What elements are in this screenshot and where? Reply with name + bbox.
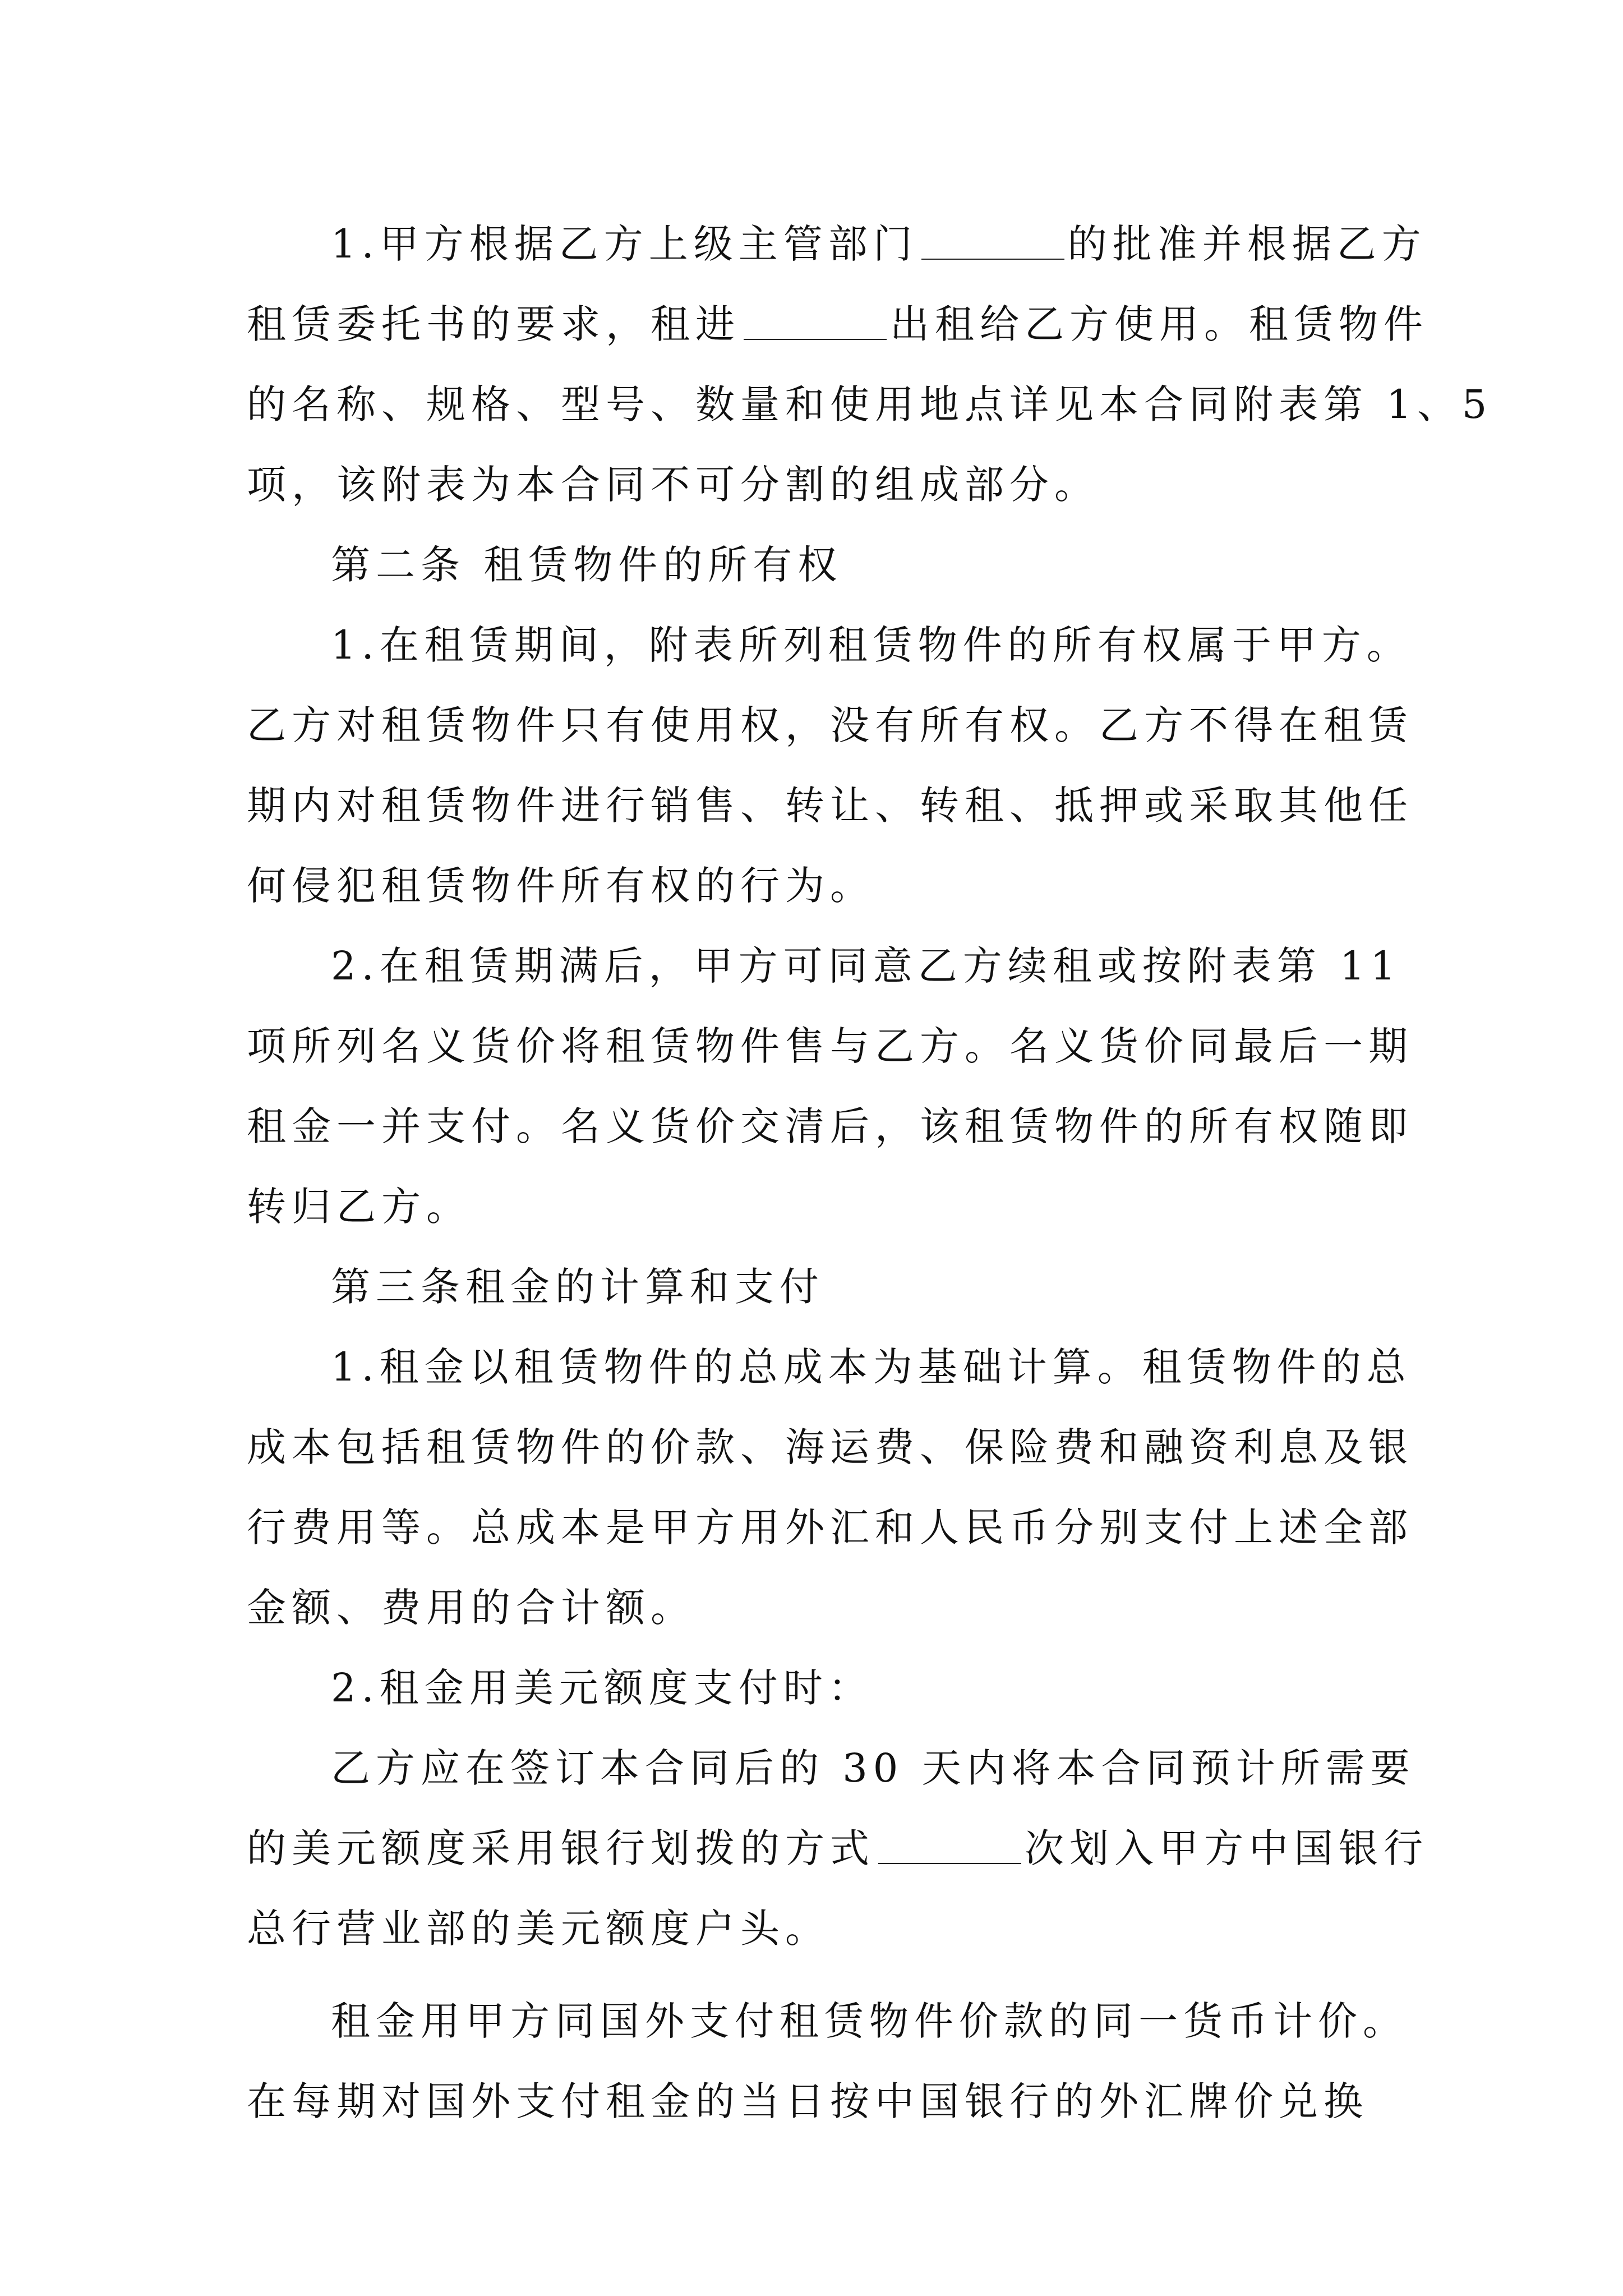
paragraph-line: 的名称、规格、型号、数量和使用地点详见本合同附表第 1、5 bbox=[247, 381, 1493, 427]
paragraph-line: 2.租金用美元额度支付时： bbox=[331, 1665, 873, 1711]
paragraph-line: 期内对租赁物件进行销售、转让、转租、抵押或采取其他任 bbox=[247, 783, 1413, 829]
paragraph-line: 在每期对国外支付租金的当日按中国银行的外汇牌价兑换 bbox=[247, 2078, 1368, 2124]
paragraph-line: 转归乙方。 bbox=[247, 1184, 471, 1230]
paragraph-line: 2.在租赁期满后，甲方可同意乙方续租或按附表第 11 bbox=[331, 943, 1401, 989]
paragraph-line: 1.租金以租赁物件的总成本为基础计算。租赁物件的总 bbox=[331, 1344, 1412, 1390]
paragraph-line: 租金一并支付。名义货价交清后，该租赁物件的所有权随即 bbox=[247, 1103, 1413, 1149]
paragraph-line: 项，该附表为本合同不可分割的组成部分。 bbox=[247, 462, 1099, 508]
text-run: 租赁委托书的要求，租进 bbox=[247, 301, 740, 347]
paragraph-line: 何侵犯租赁物件所有权的行为。 bbox=[247, 863, 875, 909]
paragraph-line: 金额、费用的合计额。 bbox=[247, 1585, 695, 1631]
paragraph-line bbox=[247, 204, 1444, 284]
fill-in-blank bbox=[744, 339, 887, 340]
text-run: 的美元额度采用银行划拨的方式 bbox=[247, 1825, 875, 1871]
paragraph-line bbox=[247, 284, 1444, 365]
contract-body bbox=[247, 204, 1493, 2142]
section-heading: 第三条租金的计算和支付 bbox=[331, 1264, 824, 1310]
paragraph-line bbox=[247, 1809, 1444, 1889]
paragraph-line: 成本包括租赁物件的价款、海运费、保险费和融资利息及银 bbox=[247, 1424, 1413, 1470]
paragraph-line: 租金用甲方同国外支付租赁物件价款的同一货币计价。 bbox=[331, 1998, 1408, 2044]
text-run: 1.甲方根据乙方上级主管部门 bbox=[331, 221, 918, 267]
text-run: 次划入甲方中国银行 bbox=[1025, 1825, 1428, 1871]
text-run: 出租给乙方使用。租赁物件 bbox=[890, 301, 1428, 347]
fill-in-blank bbox=[878, 1863, 1021, 1864]
paragraph-line: 1.在租赁期间，附表所列租赁物件的所有权属于甲方。 bbox=[331, 622, 1412, 668]
paragraph-line: 项所列名义货价将租赁物件售与乙方。名义货价同最后一期 bbox=[247, 1023, 1413, 1069]
paragraph-line: 乙方应在签订本合同后的 30 天内将本合同预计所需要 bbox=[331, 1745, 1415, 1791]
paragraph-line: 总行营业部的美元额度户头。 bbox=[247, 1906, 830, 1952]
section-heading: 第二条 租赁物件的所有权 bbox=[331, 542, 843, 588]
fill-in-blank bbox=[921, 259, 1064, 260]
paragraph-line: 行费用等。总成本是甲方用外汇和人民币分别支付上述全部 bbox=[247, 1504, 1413, 1550]
paragraph-line: 乙方对租赁物件只有使用权，没有所有权。乙方不得在租赁 bbox=[247, 702, 1413, 748]
text-run: 的批准并根据乙方 bbox=[1067, 221, 1427, 267]
